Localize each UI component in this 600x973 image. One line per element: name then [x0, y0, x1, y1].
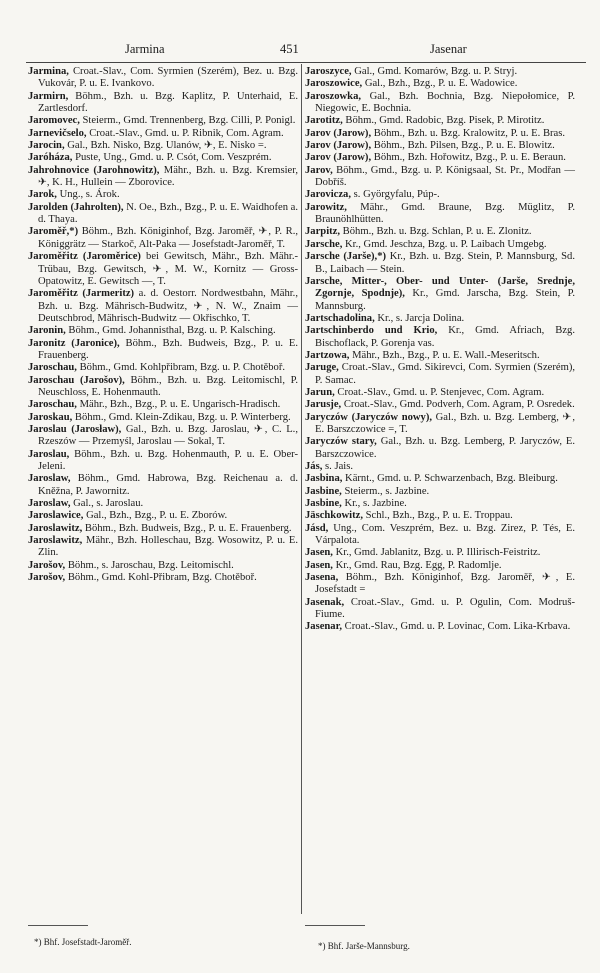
entry-headword: Jasbine, — [305, 498, 342, 510]
gazetteer-entry — [28, 165, 298, 190]
gazetteer-entry — [305, 91, 575, 116]
gazetteer-entry — [305, 165, 575, 190]
entry-text: Mähr., Bzh. Holleschau, Bzg. Wosowitz, P. u. E. Zlin. — [38, 535, 298, 559]
entry-headword: Jarocin, — [28, 140, 65, 152]
gazetteer-entry — [28, 152, 298, 164]
entry-headword: Jaruge, — [305, 362, 339, 374]
entry-headword: Jarmirn, — [28, 90, 69, 102]
gazetteer-entry — [305, 412, 575, 437]
entry-text: Gal., Bzh. Bochnia, Bzg. Niepołomice, P. Niegowic, E. Bochnia. — [315, 90, 575, 115]
entry-headword: Jarolden (Jahrolten), — [28, 201, 124, 213]
entry-headword: Jarmina, — [28, 66, 69, 77]
entry-headword: Jarošov, — [28, 572, 66, 584]
entry-text: Mähr., Bzh., Bzg., P. u. E. Ungarisch-Hradisch. — [76, 399, 281, 411]
gazetteer-entry — [28, 473, 298, 498]
entry-headword: Jaroslaw, — [28, 473, 71, 485]
gazetteer-entry — [28, 572, 298, 584]
entry-headword: Jaroszowice, — [305, 78, 363, 90]
gazetteer-entry — [305, 498, 575, 510]
entry-text: Mähr., Gmd. Braune, Bzg. Müglitz, P. Braunöhlhütten. — [315, 201, 575, 226]
gazetteer-entry — [28, 560, 298, 572]
running-head-right: Jasenar — [430, 42, 467, 56]
entry-text: Croat.-Slav., Gmd. u. P. Stenjevec, Com. Agram. — [334, 386, 545, 398]
entry-text: Gal., Bzh. u. Bzg. Lemberg, ✈, E. Barszczowice =, T. — [315, 411, 576, 435]
gazetteer-entry — [28, 399, 298, 411]
entry-headword: Jarusje, — [305, 399, 342, 411]
gazetteer-entry — [28, 338, 298, 363]
entry-headword: Jarnevičselo, — [28, 127, 87, 139]
entry-text: Kr., Bzh. u. Bzg. Stein, P. Mannsburg, Sd. B., Laibach — Stein. — [315, 251, 576, 275]
gazetteer-entry — [305, 510, 575, 522]
gazetteer-entry — [28, 251, 298, 288]
gazetteer-entry — [305, 202, 575, 227]
entry-text: Böhm., Gmd., Bzg. u. P. Königsaal, St. Pr., Modřan — Dobříš. — [315, 164, 575, 189]
entry-headword: Jaryczów stary, — [305, 436, 377, 448]
entry-text: Gal., Bzh., Bzg., P. u. E. Wadowice. — [362, 78, 518, 90]
entry-headword: Jaroslau (Jarosław), — [28, 423, 122, 435]
entry-headword: Jarotitz, — [305, 115, 343, 127]
entry-text: Steierm., Gmd. Trennenberg, Bzg. Cilli, P. Ponigl. — [79, 115, 296, 127]
entry-headword: Jaroměřitz (Jaroměrice) — [28, 251, 141, 263]
gazetteer-entry — [305, 276, 575, 313]
entry-text: Gal., s. Jaroslau. — [70, 498, 144, 510]
entry-text: Croat.-Slav., Gmd. Sikirevci, Com. Syrmien (Szerém), P. Samac. — [315, 362, 575, 386]
entry-text: bei Gewitsch, Mähr., Bzh. Mähr.-Trübau, Bzg. Gewitsch, ✈, M. W., Kornitz — Gross-Opatowitz, E. Gewitsch —, T. — [38, 251, 298, 287]
entry-text: Böhm., Bzh. Budweis, Bzg., P. u. E. Frauenberg. — [82, 522, 292, 534]
entry-headword: Jarov (Jarow), — [305, 140, 372, 152]
gazetteer-entry — [28, 325, 298, 337]
entry-text: Kr., Gmd. Afriach, Bzg. Bischoflack, P. Gorenja vas. — [315, 325, 575, 349]
gazetteer-entry — [28, 288, 298, 325]
page-header — [0, 42, 600, 60]
entry-text: Puste, Ung., Gmd. u. P. Csót, Com. Veszprém. — [72, 152, 272, 164]
entry-text: Gal., Bzh., Bzg., P. u. E. Zborów. — [83, 510, 228, 522]
entry-text: Kr., Gmd. Jablanitz, Bzg. u. P. Illirisch-Feistritz. — [332, 547, 541, 559]
entry-headword: Jäschkowitz, — [305, 510, 363, 522]
entry-text: Croat.-Slav., Gmd. Podverh, Com. Agram, P. Osredek. — [341, 399, 575, 411]
entry-text: Mähr., Bzh. u. Bzg. Kremsier, ✈, K. H., Hullein — Zborovice. — [38, 164, 298, 189]
entry-headword: Jarov (Jarow), — [305, 152, 372, 164]
footnote-right: *) Bhf. Jarše-Mannsburg. — [318, 941, 410, 951]
entry-text: Böhm., Bzh. u. Bzg. Leitomischl, P. Neuschloss, E. Hohenmauth. — [38, 374, 298, 398]
entry-text: Böhm., Bzh. Königinhof, Bzg. Jaroměř, ✈, E. Josefstadt = — [315, 572, 575, 596]
entry-headword: Jasenar, — [305, 621, 342, 633]
gazetteer-entry — [28, 449, 298, 474]
entry-headword: Jarok, — [28, 189, 57, 201]
gazetteer-entry — [28, 412, 298, 424]
entry-text: Böhm., Gmd. Kohlpřibram, Bzg. u. P. Chotěboř. — [76, 362, 286, 374]
gazetteer-entry — [28, 128, 298, 140]
entry-text: a. d. Oestorr. Nordwestbahn, Mähr., Bzh. u. Bzg. Mährisch-Budwitz, ✈, N. W., Znaim — Deutschbrod, Mährisch-Budwitz — Okřischko, T. — [38, 288, 298, 324]
entry-headword: Jaroszyce, — [305, 66, 352, 77]
entry-text: Kr., Gmd. Rau, Bzg. Egg, P. Radomlje. — [332, 559, 502, 571]
gazetteer-entry — [305, 621, 575, 633]
entry-headword: Jarun, — [305, 386, 335, 398]
entry-headword: Jaroslawitz, — [28, 522, 83, 534]
entry-text: Böhm., Gmd. Habrowa, Bzg. Reichenau a. d. Kněžna, P. Jawornitz. — [38, 473, 298, 497]
entry-text: Croat.-Slav., Gmd. u. P. Ogulin, Com. Modruš-Fiume. — [315, 596, 575, 621]
gazetteer-entry — [305, 66, 575, 78]
gazetteer-entry — [305, 362, 575, 387]
entry-text: Böhm., Gmd. Radobic, Bzg. Pisek, P. Mirotitz. — [342, 115, 545, 127]
gazetteer-entry — [28, 498, 298, 510]
entry-text: Ung., Com. Veszprém, Bez. u. Bzg. Zirez, P. Tés, E. Várpalota. — [315, 522, 575, 547]
gazetteer-entry — [305, 436, 575, 461]
entry-headword: Jaroměř,*) — [28, 226, 79, 238]
entry-headword: Jarpitz, — [305, 226, 341, 238]
header-rule — [26, 62, 586, 63]
entry-headword: Jasen, — [305, 547, 333, 559]
gazetteer-entry — [305, 523, 575, 548]
entry-text: Böhm., Gmd. Johannisthal, Bzg. u. P. Kalsching. — [65, 325, 276, 337]
gazetteer-entry — [28, 91, 298, 116]
right-column — [305, 66, 575, 634]
gazetteer-entry — [305, 486, 575, 498]
gazetteer-entry — [305, 387, 575, 399]
entry-text: Ung., s. Árok. — [56, 189, 120, 201]
entry-text: Schl., Bzh., Bzg., P. u. E. Troppau. — [362, 510, 513, 522]
entry-text: Kärnt., Gmd. u. P. Schwarzenbach, Bzg. Bleiburg. — [342, 473, 558, 485]
running-head-left: Jarmina — [125, 42, 165, 56]
gazetteer-entry — [305, 399, 575, 411]
entry-headword: Jaroschau, — [28, 399, 77, 411]
gazetteer-entry — [305, 251, 575, 276]
gazetteer-entry — [305, 350, 575, 362]
entry-text: Böhm., Gmd. Kohl-Přibram, Bzg. Chotěboř. — [65, 572, 257, 584]
entry-headword: Jásd, — [305, 522, 329, 534]
gazetteer-entry — [28, 140, 298, 152]
entry-text: Böhm., Bzh. u. Bzg. Schlan, P. u. E. Zlonitz. — [340, 226, 532, 238]
entry-headword: Jarsche (Jarše),*) — [305, 251, 387, 263]
entry-text: Böhm., Bzh. Pilsen, Bzg., P. u. E. Blowitz. — [371, 140, 555, 152]
entry-headword: Jartschinberdo und Krio, — [305, 325, 438, 337]
gazetteer-entry — [305, 473, 575, 485]
entry-text: Steierm., s. Jazbine. — [341, 485, 430, 497]
entry-headword: Jartzowa, — [305, 349, 350, 361]
entry-text: Mähr., Bzh., Bzg., P. u. E. Wall.-Meseritsch. — [349, 349, 540, 361]
entry-text: Kr., Gmd. Jeschza, Bzg. u. P. Laibach Umgebg. — [342, 238, 547, 250]
footnote-rule-right — [305, 925, 365, 926]
gazetteer-entry — [28, 189, 298, 201]
entry-text: Böhm., Bzh. u. Bzg. Hohenmauth, P. u. E. Ober-Jeleni. — [38, 448, 298, 472]
gazetteer-entry — [305, 226, 575, 238]
entry-headword: Jarowitz, — [305, 201, 347, 213]
entry-text: Gal., Bzh. Nisko, Bzg. Ulanów, ✈, E. Nisko =. — [64, 140, 267, 152]
entry-text: Kr., Gmd. Jarscha, Bzg. Stein, P. Mannsburg. — [315, 288, 575, 312]
entry-headword: Jartschadolina, — [305, 312, 375, 324]
entry-headword: Jasena, — [305, 572, 339, 584]
entry-text: s. Jais. — [322, 461, 353, 472]
gazetteer-entry — [305, 115, 575, 127]
page-number: 451 — [280, 42, 299, 56]
entry-text: Gal., Gmd. Komarów, Bzg. u. P. Stryj. — [351, 66, 518, 77]
entry-headword: Jasbina, — [305, 473, 343, 485]
gazetteer-entry — [28, 375, 298, 400]
entry-headword: Jaronitz (Jaronice), — [28, 337, 120, 349]
entry-text: Böhm., Bzh. Königinhof, Bzg. Jaroměř, ✈, P. R., Königgrätz — Starkoč, Alt-Paka — Josefstadt-Jaroměř, T. — [38, 226, 298, 250]
gazetteer-entry — [28, 424, 298, 449]
entry-headword: Jaroskau, — [28, 411, 73, 423]
entry-headword: Jasbine, — [305, 485, 342, 497]
gazetteer-entry — [28, 226, 298, 251]
entry-headword: Jaroslau, — [28, 448, 70, 460]
gazetteer-entry — [28, 523, 298, 535]
column-divider — [301, 64, 302, 914]
footnote-left: *) Bhf. Josefstadt-Jaroměř. — [34, 937, 132, 947]
gazetteer-entry — [28, 535, 298, 560]
entry-headword: Jaryczów (Jaryczów nowy), — [305, 411, 433, 423]
entry-headword: Jarovicza, — [305, 189, 351, 201]
entry-text: Böhm., Bzh. Hořowitz, Bzg., P. u. E. Beraun. — [371, 152, 566, 164]
entry-headword: Jarošov, — [28, 559, 66, 571]
entry-headword: Jasen, — [305, 559, 333, 571]
entry-text: N. Oe., Bzh., Bzg., P. u. E. Waidhofen a. d. Thaya. — [38, 201, 298, 226]
entry-headword: Jaróháza, — [28, 152, 73, 164]
entry-headword: Jás, — [305, 461, 323, 472]
entry-text: Böhm., s. Jaroschau, Bzg. Leitomischl. — [65, 559, 234, 571]
entry-text: Böhm., Bzh. u. Bzg. Kralowitz, P. u. E. Bras. — [371, 127, 566, 139]
gazetteer-entry — [28, 202, 298, 227]
footnote-rule-left — [28, 925, 88, 926]
gazetteer-entry — [305, 128, 575, 140]
entry-headword: Jaroszowka, — [305, 90, 362, 102]
gazetteer-entry — [28, 115, 298, 127]
entry-text: Kr., s. Jarcja Dolina. — [374, 312, 465, 324]
gazetteer-entry — [305, 572, 575, 597]
entry-headword: Jaroslawice, — [28, 510, 84, 522]
entry-text: Croat.-Slav., Gmd. u. P. Lovinac, Com. Lika-Krbava. — [342, 621, 571, 633]
gazetteer-entry — [305, 325, 575, 350]
entry-headword: Jaroschau (Jarošov), — [28, 374, 125, 386]
entry-headword: Jarov, — [305, 164, 333, 176]
gazetteer-entry — [28, 362, 298, 374]
gazetteer-entry — [305, 189, 575, 201]
gazetteer-entry — [28, 510, 298, 522]
entry-headword: Jaroměřitz (Jarmeritz) — [28, 288, 135, 300]
gazetteer-entry — [305, 239, 575, 251]
entry-text: Gal., Bzh. u. Bzg. Lemberg, P. Jaryczów, E. Barszczowice. — [315, 436, 575, 460]
entry-headword: Jaroslaw, — [28, 498, 71, 510]
entry-headword: Jaromovec, — [28, 115, 80, 127]
entry-headword: Jasenak, — [305, 596, 345, 608]
gazetteer-entry — [305, 78, 575, 90]
gazetteer-entry — [305, 140, 575, 152]
entry-headword: Jarsche, Mitter-, Ober- und Unter- (Jarše, Srednje, Zgornje, Spodnje), — [305, 275, 575, 300]
entry-headword: Jarsche, — [305, 238, 343, 250]
entry-text: Croat.-Slav., Gmd. u. P. Ribnik, Com. Agram. — [86, 127, 284, 139]
entry-text: Böhm., Gmd. Klein-Zdikau, Bzg. u. P. Winterberg. — [72, 411, 291, 423]
entry-headword: Jahrohnovice (Jarohnowitz), — [28, 164, 160, 176]
gazetteer-entry — [305, 560, 575, 572]
entry-headword: Jaronin, — [28, 325, 66, 337]
entry-text: Böhm., Bzh. Budweis, Bzg., P. u. E. Frauenberg. — [38, 337, 298, 361]
entry-headword: Jaroslawitz, — [28, 535, 83, 547]
gazetteer-entry — [305, 461, 575, 473]
entry-text: Böhm., Bzh. u. Bzg. Kaplitz, P. Unterhaid, E. Zartlesdorf. — [38, 90, 298, 115]
entry-text: s. Györgyfalu, Púp-. — [351, 189, 440, 201]
entry-headword: Jarov (Jarow), — [305, 127, 372, 139]
gazetteer-entry — [305, 152, 575, 164]
gazetteer-entry — [305, 547, 575, 559]
entry-headword: Jaroschau, — [28, 362, 77, 374]
footnotes — [0, 925, 600, 965]
entry-text: Croat.-Slav., Com. Syrmien (Szerém), Bez. u. Bzg. Vukovár, P. u. E. Ivankovo. — [38, 66, 298, 90]
left-column — [28, 66, 298, 584]
gazetteer-entry — [305, 597, 575, 622]
entry-text: Kr., s. Jazbine. — [341, 498, 407, 510]
gazetteer-entry — [28, 66, 298, 91]
gazetteer-entry — [305, 313, 575, 325]
entry-text: Gal., Bzh. u. Bzg. Jaroslau, ✈, C. L., Rzeszów — Przemyśl, Jaroslau — Sokal, T. — [38, 423, 298, 448]
